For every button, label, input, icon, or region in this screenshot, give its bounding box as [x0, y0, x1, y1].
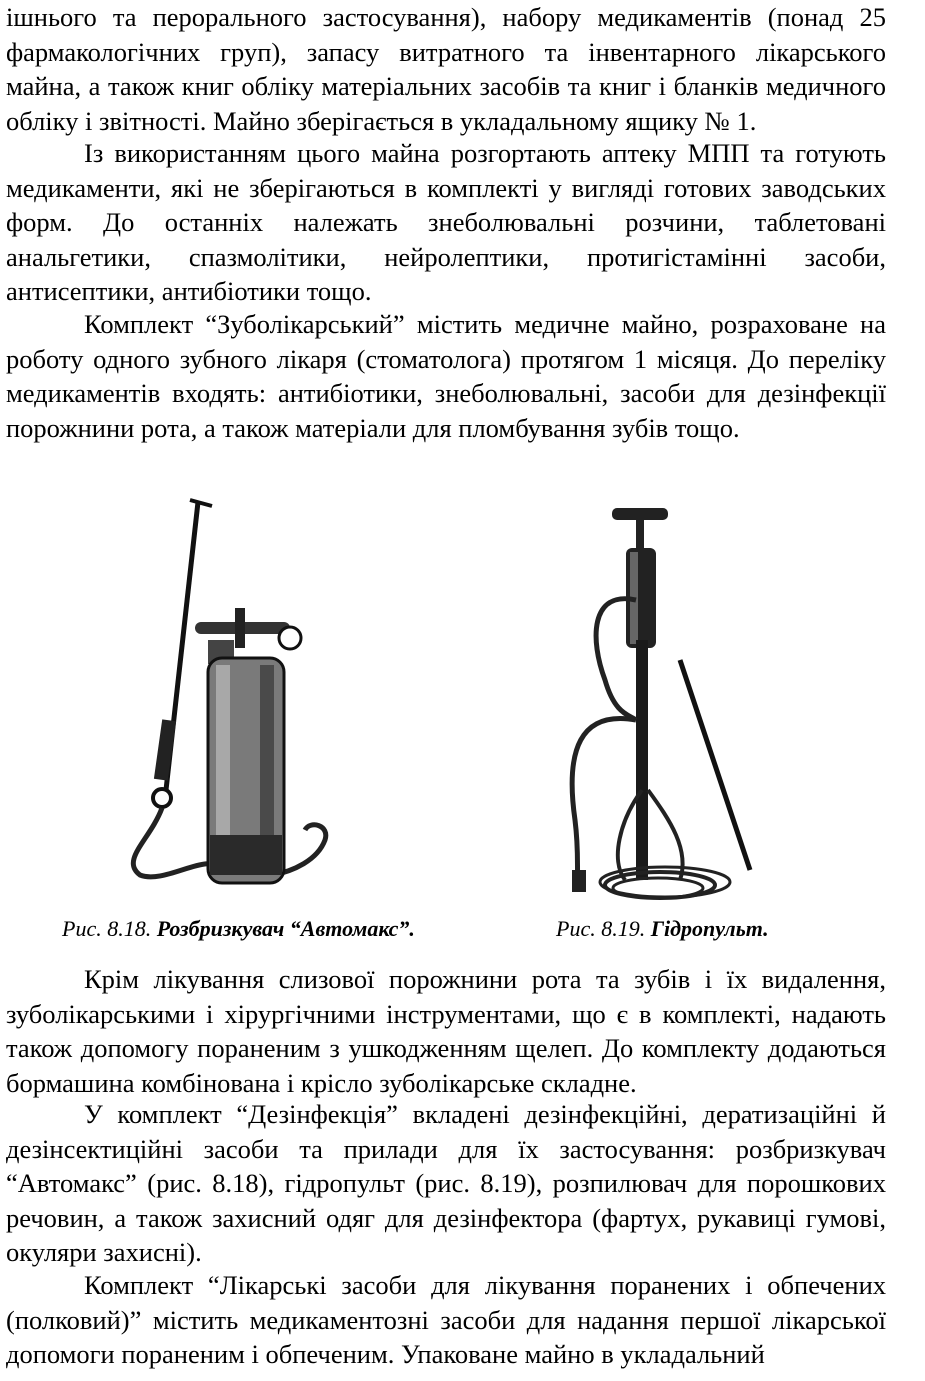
paragraph: ішнього та перорального застосування), набору медикаментів (понад 25 фармакологічних груп), запасу витратного та інвентарного лікарського майна, а також книг обліку матеріальних засобів та книг і бланків медичного обліку і звітності. Майно зберігається в укладальному ящику № 1.	[6, 2, 886, 136]
paragraph: Із використанням цього майна розгортають аптеку МПП та готують медикаменти, які не зберігаються в комплекті у вигляді готових заводських форм. До останніх належать знеболювальні розчини, таблетовані анальгетики, спазмолітики, нейролептики, протигістамінні засоби, антисептики, антибіотики тощо.	[6, 138, 886, 306]
figure-title: Гідропульт.	[650, 916, 769, 941]
paragraph: У комплект “Дезінфекція” вкладені дезінфекційні, дератизаційні й дезінсектиційні засоби та прилади для їх застосування: розбризкувач “Автомакс” (рис. 8.18), гідропульт (рис. 8.19), розпилювач для порошкових речовин, а також захисний одяг для дезінфектора (фартух, рукавиці гумові, окуляри захисні).	[6, 1099, 886, 1267]
sprayer-illustration	[120, 490, 350, 900]
paragraph: Комплект “Зуболікарський” містить медичне майно, розраховане на роботу одного зубного лікаря (стоматолога) протягом 1 місяця. До переліку медикаментів входять: антибіотики, знеболювальні, засоби для дезінфекції порожнини рота, а також матеріали для пломбування зубів тощо.	[6, 309, 886, 443]
hydropult-illustration	[550, 490, 770, 900]
paragraph: Крім лікування слизової порожнини рота та зубів і їх видалення, зуболікарськими і хірургічними інструментами, що є в комплекті, надають також допомогу пораненим з ушкодженням щелеп. До комплекту додаються бормашина комбінована і крісло зуболікарське складне.	[6, 964, 886, 1098]
figure-caption	[62, 916, 415, 942]
figure-number: Рис. 8.18.	[62, 916, 152, 941]
figure-caption	[556, 916, 769, 942]
figure-number: Рис. 8.19.	[556, 916, 646, 941]
paragraph: Комплект “Лікарські засоби для лікування поранених і обпечених (полковий)” містить медикаментозні засоби для надання першої лікарської допомоги пораненим і обпеченим. Упаковане майно в укладальний	[6, 1270, 886, 1369]
figure-title: Розбризкувач “Автомакс”.	[156, 916, 415, 941]
